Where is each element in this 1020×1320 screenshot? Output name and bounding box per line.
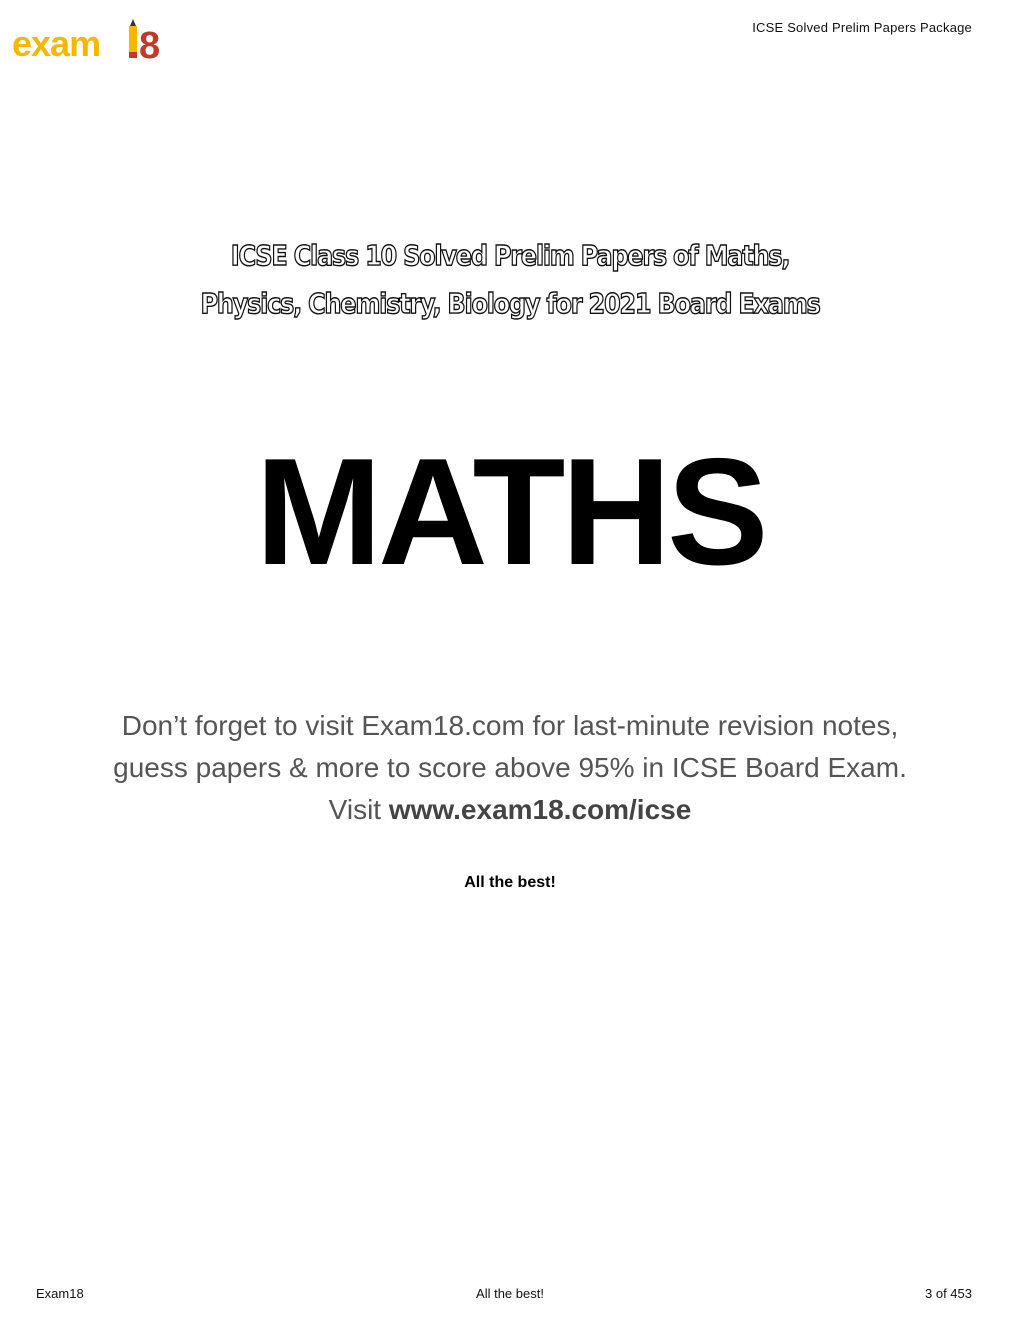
footer-brand: Exam18	[36, 1286, 84, 1301]
subject-heading: MATHS	[255, 427, 765, 597]
title-line-2: Physics, Chemistry, Biology for 2021 Board Exams	[200, 287, 820, 320]
promo-link[interactable]: www.exam18.com/icse	[388, 794, 692, 825]
logo-text: exam	[12, 23, 101, 64]
closing-text: All the best!	[464, 874, 556, 891]
page-title	[71, 232, 948, 328]
pencil-icon	[129, 19, 137, 58]
footer-center-text: All the best!	[476, 1286, 544, 1301]
title-line-1: ICSE Class 10 Solved Prelim Papers of Maths,	[230, 239, 790, 272]
exam18-logo	[12, 18, 172, 68]
logo-digit: 8	[139, 25, 161, 67]
promo-paragraph	[110, 705, 910, 831]
package-label: ICSE Solved Prelim Papers Package	[752, 20, 972, 35]
page-number: 3 of 453	[925, 1286, 972, 1301]
promo-text: Don’t forget to visit Exam18.com for last-minute revision notes, guess papers & more to score above 95% in ICSE Board Exam. Visit	[113, 710, 907, 825]
